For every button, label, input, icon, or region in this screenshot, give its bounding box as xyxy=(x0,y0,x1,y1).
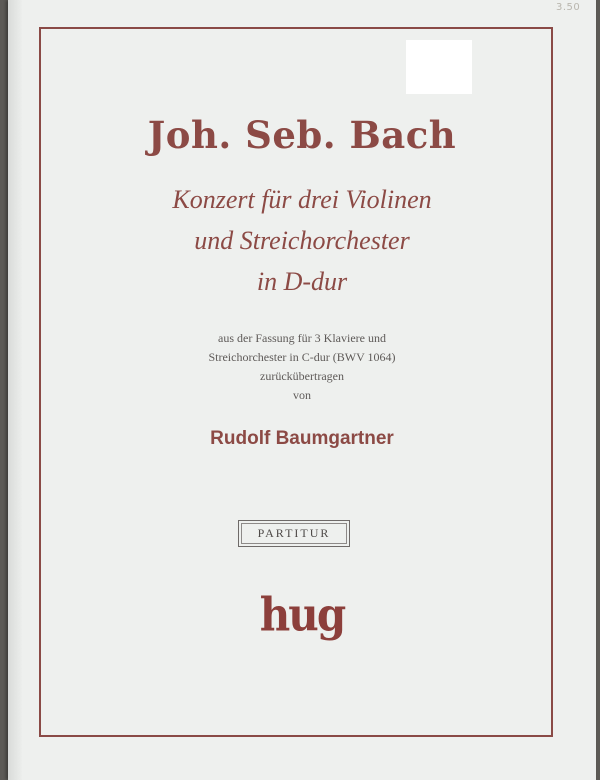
work-title-line-1: Konzert für drei Violinen xyxy=(172,185,432,214)
score-cover xyxy=(8,0,596,780)
edition-type-box: PARTITUR xyxy=(238,520,350,547)
description-line-2: Streichorchester in C-dur (BWV 1064) xyxy=(208,350,396,364)
description-line-1: aus der Fassung für 3 Klaviere und xyxy=(218,331,386,345)
publisher-logo: hug xyxy=(259,587,345,642)
composer-name: Joh. Seb. Bach xyxy=(147,113,457,157)
description-line-4: von xyxy=(293,388,311,402)
blank-sticker-label xyxy=(406,40,472,94)
work-title-line-3: in D-dur xyxy=(256,267,348,296)
arranger-name: Rudolf Baumgartner xyxy=(210,428,394,449)
work-title-line-2: und Streichorchester xyxy=(194,226,410,255)
pencil-price-note: 3.50 xyxy=(556,2,581,13)
description-line-3: zurückübertragen xyxy=(260,369,344,383)
